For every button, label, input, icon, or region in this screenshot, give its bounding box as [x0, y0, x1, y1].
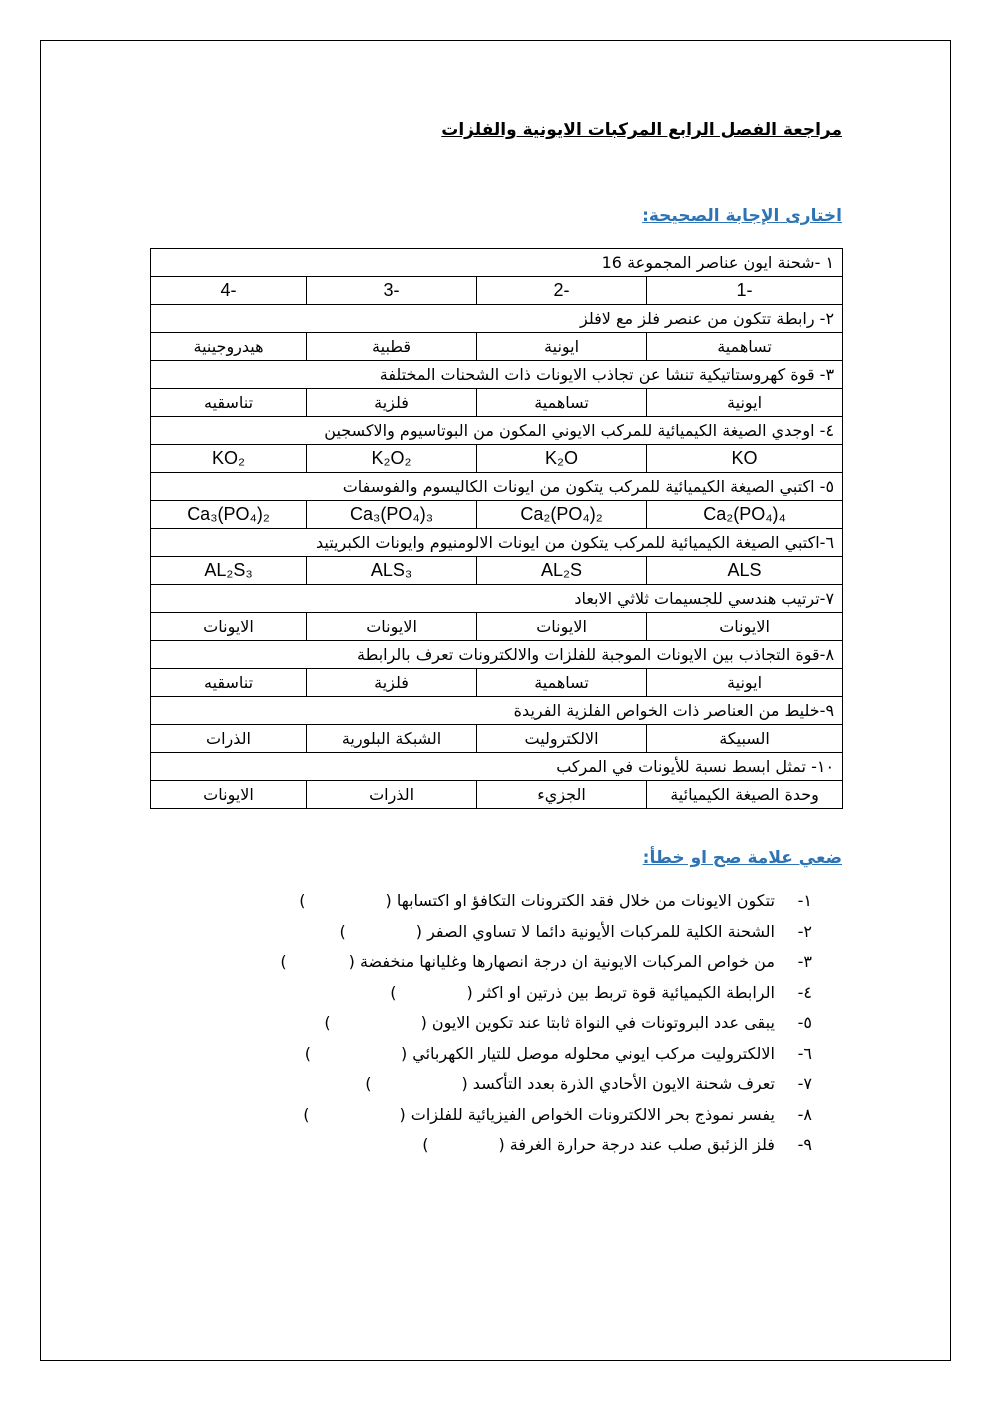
question-text: ٤- اوجدي الصيغة الكيميائية للمركب الايوني المكون من البوتاسيوم والاكسجين	[151, 417, 843, 445]
options-row	[151, 781, 843, 809]
answer-option[interactable]: الايونات	[307, 613, 477, 641]
answer-option[interactable]: الايونات	[151, 613, 307, 641]
answer-option[interactable]: قطبية	[307, 333, 477, 361]
answer-option[interactable]: K₂O	[477, 445, 647, 473]
answer-option[interactable]: Ca₂(PO₄)₂	[477, 501, 647, 529]
statement-text: الرابطة الكيميائية قوة تربط بين ذرتين او اكثر (	[466, 982, 775, 1002]
options-row	[151, 277, 843, 305]
answer-option[interactable]: ايونية	[477, 333, 647, 361]
item-number: ٧-	[797, 1074, 812, 1093]
item-number: ٣-	[797, 952, 812, 971]
options-row	[151, 725, 843, 753]
answer-option[interactable]: -3	[307, 277, 477, 305]
question-row	[151, 249, 843, 277]
closing-paren: )	[324, 1013, 331, 1032]
answer-option[interactable]: وحدة الصيغة الكيميائية	[647, 781, 843, 809]
statement-text: من خواص المركبات الايونية ان درجة انصهارها وغليانها منخفضة (	[348, 952, 775, 971]
statement-text: تعرف شحنة الايون الأحادي الذرة بعدد التأكسد (	[461, 1074, 775, 1093]
question-row	[151, 529, 843, 557]
item-number: ٦-	[797, 1043, 812, 1063]
answer-option[interactable]: الذرات	[151, 725, 307, 753]
answer-option[interactable]: الجزيء	[477, 781, 647, 809]
options-row	[151, 445, 843, 473]
answer-option[interactable]: Ca₃(PO₄)₂	[151, 501, 307, 529]
question-text: ٢- رابطة تتكون من عنصر فلز مع لافلز	[151, 305, 843, 333]
answer-option[interactable]: AL₂S₃	[151, 557, 307, 585]
answer-option[interactable]: -1	[647, 277, 843, 305]
true-false-item	[172, 886, 812, 917]
options-row	[151, 613, 843, 641]
options-row	[151, 333, 843, 361]
answer-option[interactable]: Ca₂(PO₄)₄	[647, 501, 843, 529]
answer-option[interactable]: تساهمية	[647, 333, 843, 361]
closing-paren: )	[365, 1074, 372, 1093]
true-false-item	[172, 947, 812, 978]
statement-text: تتكون الايونات من خلال فقد الكترونات التكافؤ او اكتسابها (	[385, 891, 775, 910]
answer-option[interactable]: هيدروجينية	[151, 333, 307, 361]
answer-option[interactable]: الايونات	[477, 613, 647, 641]
question-text: ٦-اكتبي الصيغة الكيميائية للمركب يتكون من ايونات الالومنيوم وايونات الكبريتيد	[151, 529, 843, 557]
closing-paren: )	[422, 1135, 429, 1154]
answer-option[interactable]: تناسقيه	[151, 389, 307, 417]
question-text: ٣- قوة كهروستاتيكية تنشا عن تجاذب الايونات ذات الشحنات المختلفة	[151, 361, 843, 389]
item-number: ٩-	[797, 1135, 812, 1154]
question-row	[151, 697, 843, 725]
true-false-item	[172, 1130, 812, 1161]
answer-option[interactable]: ALS₃	[307, 557, 477, 585]
true-false-item	[172, 917, 812, 948]
answer-option[interactable]: KO	[647, 445, 843, 473]
closing-paren: )	[304, 1043, 311, 1063]
true-false-item	[172, 978, 812, 1009]
question-text: ٥- اكتبي الصيغة الكيميائية للمركب يتكون من ايونات الكاليسوم والفوسفات	[151, 473, 843, 501]
answer-option[interactable]: ALS	[647, 557, 843, 585]
answer-option[interactable]: الذرات	[307, 781, 477, 809]
closing-paren: )	[303, 1104, 310, 1124]
answer-option[interactable]: -4	[151, 277, 307, 305]
multiple-choice-table	[150, 248, 843, 809]
answer-option[interactable]: الالكتروليت	[477, 725, 647, 753]
answer-option[interactable]: KO₂	[151, 445, 307, 473]
answer-option[interactable]: K₂O₂	[307, 445, 477, 473]
answer-option[interactable]: الايونات	[151, 781, 307, 809]
true-false-item	[172, 1039, 812, 1070]
question-row	[151, 473, 843, 501]
item-number: ٤-	[797, 982, 812, 1002]
item-number: ٨-	[797, 1104, 812, 1124]
answer-option[interactable]: AL₂S	[477, 557, 647, 585]
statement-text: الالكتروليت مركب ايوني محلوله موصل للتيار الكهربائي (	[400, 1043, 775, 1063]
answer-option[interactable]: ايونية	[647, 669, 843, 697]
document-title: مراجعة الفصل الرابع المركبات الايونية والفلزات	[441, 120, 842, 140]
question-text: ٨-قوة التجاذب بين الايونات الموجبة للفلزات والالكترونات تعرف بالرابطة	[151, 641, 843, 669]
question-text: ١ -شحنة ايون عناصر المجموعة 16	[151, 249, 843, 277]
answer-option[interactable]: الايونات	[647, 613, 843, 641]
options-row	[151, 557, 843, 585]
question-text: ١٠- تمثل ابسط نسبة للأيونات في المركب	[151, 753, 843, 781]
question-text: ٩-خليط من العناصر ذات الخواص الفلزية الفريدة	[151, 697, 843, 725]
question-text: ٧-ترتيب هندسي للجسيمات ثلاثي الابعاد	[151, 585, 843, 613]
answer-option[interactable]: ايونية	[647, 389, 843, 417]
question-row	[151, 361, 843, 389]
statement-text: الشحنة الكلية للمركبات الأيونية دائما لا تساوي الصفر (	[415, 921, 775, 941]
item-number: ٥-	[797, 1013, 812, 1032]
question-row	[151, 417, 843, 445]
question-row	[151, 753, 843, 781]
true-false-item	[172, 1100, 812, 1131]
answer-option[interactable]: تناسقيه	[151, 669, 307, 697]
closing-paren: )	[390, 982, 397, 1002]
item-number: ٢-	[797, 921, 812, 941]
answer-option[interactable]: تساهمية	[477, 389, 647, 417]
true-false-item	[172, 1069, 812, 1100]
statement-text: فلز الزئبق صلب عند درجة حرارة الغرفة (	[498, 1135, 775, 1154]
answer-option[interactable]: Ca₃(PO₄)₃	[307, 501, 477, 529]
answer-option[interactable]: الشبكة البلورية	[307, 725, 477, 753]
question-row	[151, 305, 843, 333]
answer-option[interactable]: -2	[477, 277, 647, 305]
statement-text: يفسر نموذج بحر الالكترونات الخواص الفيزيائية للفلزات (	[399, 1104, 775, 1124]
true-false-item	[172, 1008, 812, 1039]
question-row	[151, 585, 843, 613]
answer-option[interactable]: فلزية	[307, 389, 477, 417]
closing-paren: )	[299, 891, 306, 910]
options-row	[151, 389, 843, 417]
options-row	[151, 501, 843, 529]
closing-paren: )	[339, 921, 346, 941]
question-row	[151, 641, 843, 669]
options-row	[151, 669, 843, 697]
answer-option[interactable]: السبيكة	[647, 725, 843, 753]
section-heading-multiple-choice: اختارى الإجابة الصحيحة:	[642, 206, 842, 226]
answer-option[interactable]: فلزية	[307, 669, 477, 697]
statement-text: يبقى عدد البروتونات في النواة ثابتا عند تكوين الايون (	[420, 1013, 775, 1032]
section-heading-true-false: ضعي علامة صح او خطأ:	[642, 848, 842, 868]
item-number: ١-	[797, 891, 812, 910]
closing-paren: )	[280, 952, 287, 971]
answer-option[interactable]: تساهمية	[477, 669, 647, 697]
true-false-list	[172, 886, 812, 1161]
